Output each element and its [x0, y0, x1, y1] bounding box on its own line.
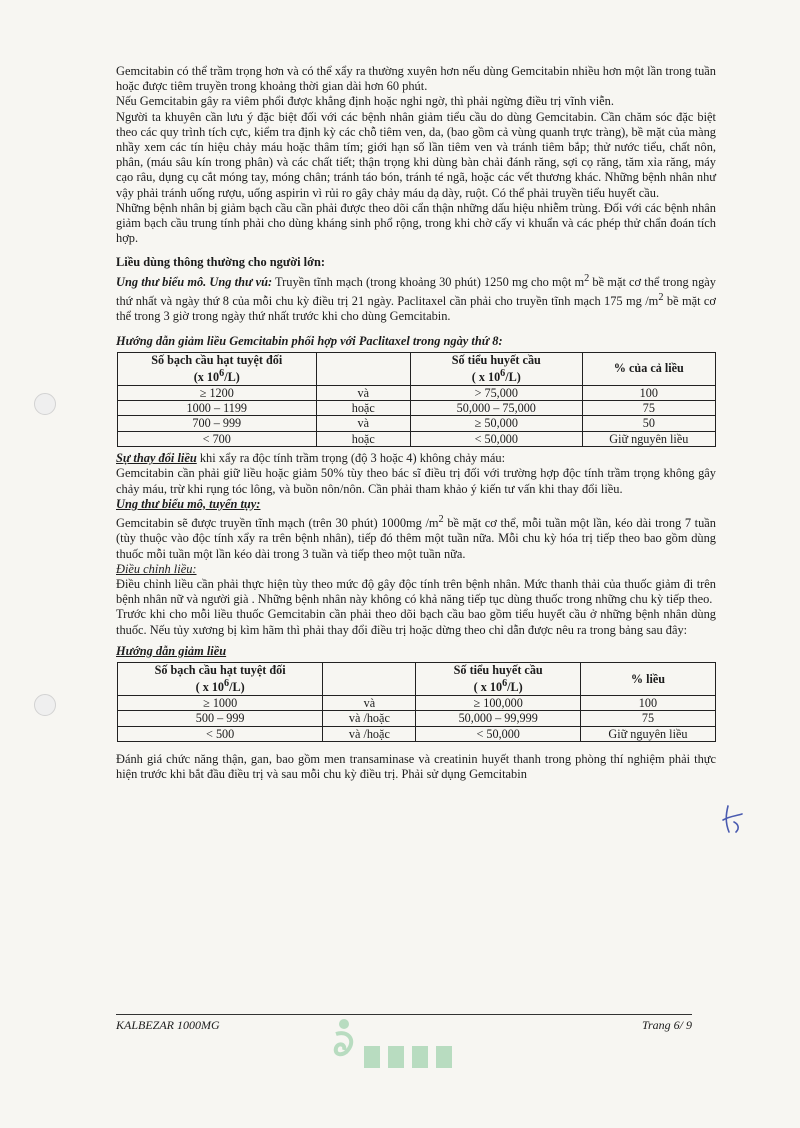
pancreatic-heading: Ung thư biểu mô, tuyến tụy: — [116, 496, 261, 511]
table2-header-dose: % liều — [580, 662, 715, 695]
adult-dosage-text: Ung thư biểu mô. Ung thư vú: Truyền tĩnh mạch (trong khoảng 30 phút) 1250 mg cho một $m^2$ bề mặt cơ thể trong ngày thứ nhất và ngày thứ 8 của mỗi chu kỳ điều trị 21 ngày. Paclitaxel cần phải cho truyền tĩnh mạch 175 mg $/m^2$ bề mặt cơ thể trong 3 giờ trong ngày thứ nhất trước khi cho dùng Gemcitabin. — [116, 272, 716, 324]
table-row: 1000 – 1199 hoặc 50,000 – 75,000 75 — [118, 400, 716, 415]
dose-reduction-table — [117, 662, 716, 742]
table1-header-dose: % của cả liều — [582, 352, 715, 385]
closing-paragraph: Đánh giá chức năng thận, gan, bao gồm men transaminase và creatinin huyết thanh trong phòng thí nghiệm phải thực hiện trước khi bắt đầu điều trị và sau mỗi chu kỳ điều trị. Phải sử dụng Gemcitabin — [116, 752, 716, 782]
table2-caption: Hướng dẫn giảm liều — [116, 643, 227, 658]
dose-adjust-heading: Điều chỉnh liều: — [116, 561, 197, 576]
punch-hole-lower — [34, 694, 56, 716]
dose-change-body: Gemcitabin cần phải giữ liều hoặc giảm 50% tùy theo bác sĩ điều trị đối với trường hợp độc tính trầm trọng không gây chảy máu, trừ khi rụng tóc lông, và buồn nôn/nôn. Cần phải tham khảo ý kiến tư vấn khi thay đổi liều. — [116, 466, 716, 496]
table-row: ≥ 1200 và > 75,000 100 — [118, 385, 716, 400]
breast-cancer-label: Ung thư biểu mô. Ung thư vú: — [116, 274, 273, 289]
table2-header-platelets: Số tiểu huyết cầu ( x $10^6/L$) — [416, 662, 580, 695]
table2-header-granulocytes: Số bạch cầu hạt tuyệt đối ( x $10^6/L$) — [118, 662, 323, 695]
table1-caption: Hướng dẫn giảm liều Gemcitabin phối hợp với Paclitaxel trong ngày thứ 8: — [116, 333, 503, 348]
paragraph: Gemcitabin có thể trầm trọng hơn và có thể xẩy ra thường xuyên hơn nếu dùng Gemcitabin nhiều hơn một lần trong tuần hoặc được tiêm truyền trong khoảng thời gian dài hơn 60 phút. — [116, 64, 716, 94]
paragraph: Những bệnh nhân bị giảm bạch cầu cần phải được theo dõi cẩn thận những dấu hiệu nhiễm trùng. Đối với các bệnh nhân giảm bạch cầu trung tính phải cho dùng kháng sinh phổ rộng, trong khi chờ cấy vi khuẩn và các phép thử chẩn đoán tích hợp. — [116, 200, 716, 246]
product-name: KALBEZAR 1000MG — [116, 1018, 220, 1032]
table-row: 700 – 999 và ≥ 50,000 50 — [118, 416, 716, 431]
paragraph: Nếu Gemcitabin gây ra viêm phổi được khẳng định hoặc nghi ngờ, thì phải ngừng điều trị vĩnh viễn. — [116, 94, 614, 109]
table2-header-conjunction — [323, 662, 416, 695]
page-footer — [116, 1014, 692, 1033]
table1-header-platelets: Số tiểu huyết cầu ( x $10^6/L$) — [410, 352, 582, 385]
table1-header-granulocytes: Số bạch cầu hạt tuyệt đối (x $10^6/L$) — [118, 352, 317, 385]
punch-hole-upper — [34, 393, 56, 415]
page-number: Trang 6/ 9 — [641, 1018, 692, 1032]
monitoring-paragraph: Trước khi cho mỗi liều thuốc Gemcitabin cần phải theo dõi bạch cầu bao gồm tiểu huyết cầu ở những bệnh nhân dùng thuốc. Nếu tủy xương bị kìm hãm thì phải thay đổi điều trị hoặc dừng theo chỉ dẫn được nêu ra trong bảng sau đây: — [116, 607, 716, 637]
dose-adjust-body: Điều chỉnh liều cần phải thực hiện tùy theo mức độ gây độc tính trên bệnh nhân. Mức thanh thải của thuốc giảm đi trên bệnh nhân nữ và người già . Những bệnh nhân này không có khả năng tiếp tục dùng thuốc trong những chu kỳ tiếp theo. — [116, 576, 716, 607]
document-body — [116, 64, 716, 782]
table1-header-conjunction — [316, 352, 410, 385]
dose-change-intro: Sự thay đổi liều khi xẩy ra độc tính trầm trọng (độ 3 hoặc 4) không chảy máu: — [116, 451, 506, 466]
table-row: ≥ 1000 và ≥ 100,000 100 — [118, 695, 716, 710]
pancreatic-body: Gemcitabin sẽ được truyền tĩnh mạch (trên 30 phút) 1000mg $/m^2$ bề mặt cơ thể, mỗi tuần một lần, kéo dài trong 7 tuần (tùy thuộc vào độc tính xẩy ra trên bệnh nhân), tiếp đó thêm một tuần nữa. Mỗi chu kỳ hóa trị tiếp theo bao gồm dùng thuốc mỗi tuần một lần kéo dài trong 3 tuần và tiếp theo một tuần nữa. — [116, 514, 716, 561]
table-row: < 500 và /hoặc < 50,000 Giữ nguyên liều — [118, 726, 716, 741]
table-row: 500 – 999 và /hoặc 50,000 – 99,999 75 — [118, 711, 716, 726]
dose-reduction-table-paclitaxel — [117, 352, 716, 448]
table-row: < 700 hoặc < 50,000 Giữ nguyên liều — [118, 431, 716, 446]
pen-mark-icon — [720, 802, 746, 841]
paragraph: Người ta khuyên cần lưu ý đặc biệt đối với các bệnh nhân giảm tiểu cầu do dùng Gemcitabin. Cần chăm sóc đặc biệt theo các quy trình tích cực, kiểm tra định kỳ các chỗ tiêm ven, da, (bao gồm cả vùng quanh trực tràng), bề mặt của màng nhầy xem các tín hiệu chảy máu hoặc thâm tím; giới hạn số lần tiêm ven và tránh tiêm bắp; thử nước tiểu, chất nôn, phân, (máu sâu kín trong phân) và các chất tiết; thận trọng khi dùng bàn chải đánh răng, sợi cọ răng, tăm xỉa răng, máy cạo râu, dụng cụ cắt móng tay, móng chân; tránh táo bón, tránh té ngã, hoặc các vết thương khác. Những bệnh nhân như vậy phải tránh uống rượu, uống aspirin vì rủi ro gây chảy máu dạ dày, ruột. Có thể phải truyền tiểu huyết cầu. — [116, 109, 716, 200]
adult-dosage-heading: Liều dùng thông thường cho người lớn: — [116, 255, 325, 270]
